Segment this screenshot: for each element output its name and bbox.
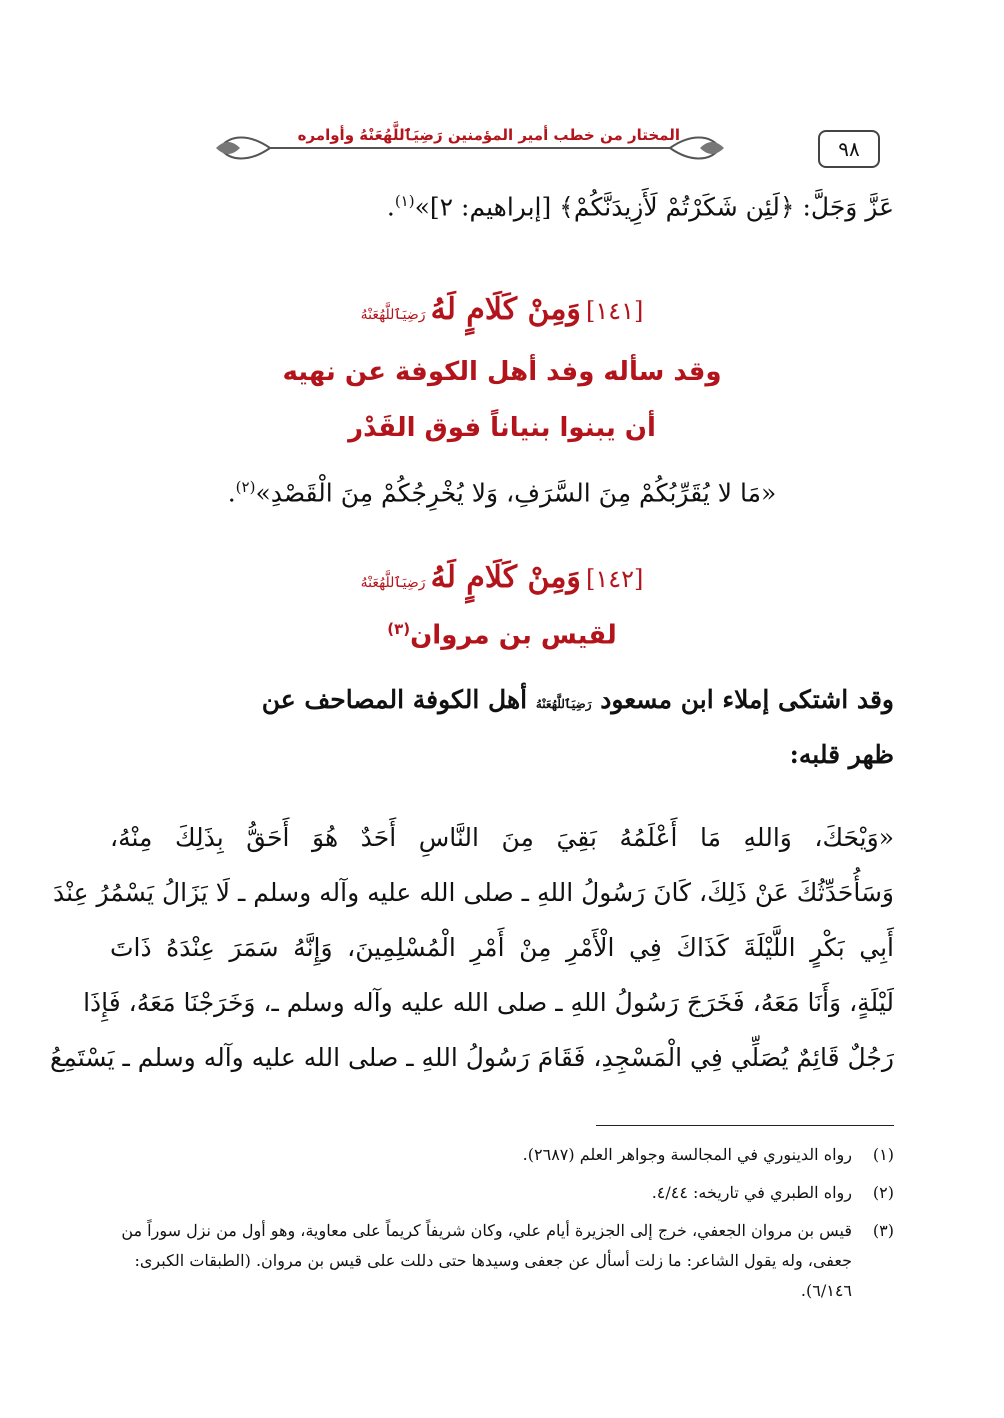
honorific-142: رَضِيَٱللَّهُعَنْهُ — [360, 575, 426, 591]
intro-text-a: وقد اشتكى إملاء ابن مسعود — [600, 685, 894, 714]
footnote-text: رواه الطبري في تاريخه: ٤/٤٤. — [651, 1183, 852, 1202]
quote-end: . — [227, 478, 236, 508]
narration-body — [50, 810, 894, 1085]
intro-honorific: رَضِيَٱللَّهُعَنْهُ — [535, 697, 592, 711]
section-142-heading — [110, 560, 894, 595]
narration-line: أَبِي بَكْرٍ اللَّيْلَةَ كَذَاكَ فِي الْأَمْرِ مِنْ أَمْرِ الْمُسْلِمِينَ، وَإِنَّهُ سَمَرَ عِنْدَهُ ذَاتَ — [110, 933, 894, 962]
section-number-142: [١٤٢] — [585, 565, 644, 593]
quote-text: «مَا لا يُقَرِّبُكُمْ مِنَ السَّرَفِ، وَلا يُخْرِجُكُمْ مِنَ الْقَصْدِ» — [255, 478, 777, 508]
honorific-141: رَضِيَٱللَّهُعَنْهُ — [360, 307, 426, 323]
page-number: ٩٨ — [818, 130, 880, 168]
footnote-ref-1: (١) — [394, 192, 415, 210]
intro-line-2: ظهر قلبه: — [789, 740, 894, 769]
footnote-number: (١) — [872, 1145, 894, 1164]
footnote-2 — [110, 1178, 894, 1208]
narration-line: رَجُلٌ قَائِمٌ يُصَلِّي فِي الْمَسْجِدِ، فَقَامَ رَسُولُ اللهِ ـ صلى الله عليه وآله وسلم ـ يَسْتَمِعُ — [50, 1043, 894, 1072]
narration-line: لَيْلَةٍ، وَأَنَا مَعَهُ، فَخَرَجَ رَسُولُ اللهِ ـ صلى الله عليه وآله وسلم ـ، وَخَرَجْنَا مَعَهُ، فَإِذَا — [83, 988, 894, 1017]
footnote-text: قيس بن مروان الجعفي، خرج إلى الجزيرة أيام علي، وكان شريفاً كريماً على معاوية، وهو أول من نزل سوراً من جعفى، وله يقول الشاعر: ما زلت أسأل عن جعفى وسيدها حتى دللت على قيس بن مروان. (الطبقات الكبرى: ٦/١٤٦). — [121, 1221, 852, 1300]
footnote-number: (٣) — [872, 1221, 894, 1240]
section-heading-141: وَمِنْ كَلَامٍ لَهُ — [430, 292, 581, 327]
narration-line: «وَيْحَكَ، وَاللهِ مَا أَعْلَمُهُ بَقِيَ مِنَ النَّاسِ أَحَدٌ هُوَ أَحَقُّ بِذَلِكَ مِنْهُ، — [110, 823, 894, 852]
footnote-3 — [110, 1216, 894, 1306]
verse-text: عَزَّ وَجَلَّ: ﴿لَئِن شَكَرْتُمْ لَأَزِيدَنَّكُمْ﴾ [إبراهيم: ٢]» — [414, 192, 894, 222]
verse-end: . — [386, 192, 395, 222]
section-heading-142: وَمِنْ كَلَامٍ لَهُ — [430, 560, 581, 595]
footnotes — [110, 1140, 894, 1314]
footnote-text: رواه الدينوري في المجالسة وجواهر العلم (٢٦٨٧). — [522, 1145, 852, 1164]
section-141-heading — [110, 292, 894, 327]
intro-line-1 — [110, 685, 894, 714]
running-title: المختار من خطب أمير المؤمنين رَضِيَٱللَّهُعَنْهُ وأوامره — [297, 126, 680, 144]
section-142-title — [110, 620, 894, 651]
footnote-ref-3: (٣) — [387, 620, 411, 638]
section-141-quote — [110, 478, 894, 507]
footnote-number: (٢) — [872, 1183, 894, 1202]
section-number-141: [١٤١] — [585, 297, 644, 325]
verse-line — [110, 192, 894, 221]
page-header — [160, 118, 880, 178]
narration-line: وَسَأُحَدِّثُكَ عَنْ ذَلِكَ، كَانَ رَسُولُ اللهِ ـ صلى الله عليه وآله وسلم ـ لَا يَزَالُ يَسْمُرُ عِنْدَ — [52, 878, 894, 907]
intro-text-b: أهل الكوفة المصاحف عن — [261, 685, 528, 714]
footnote-ref-2: (٢) — [235, 478, 256, 496]
section-141-title-line2: أن يبنوا بنياناً فوق القَدْر — [348, 413, 656, 443]
footnote-separator — [596, 1125, 894, 1126]
section-142-title-text: لقيس بن مروان — [410, 620, 617, 651]
section-141-title-line1: وقد سأله وفد أهل الكوفة عن نهيه — [282, 357, 722, 387]
footnote-1 — [110, 1140, 894, 1170]
